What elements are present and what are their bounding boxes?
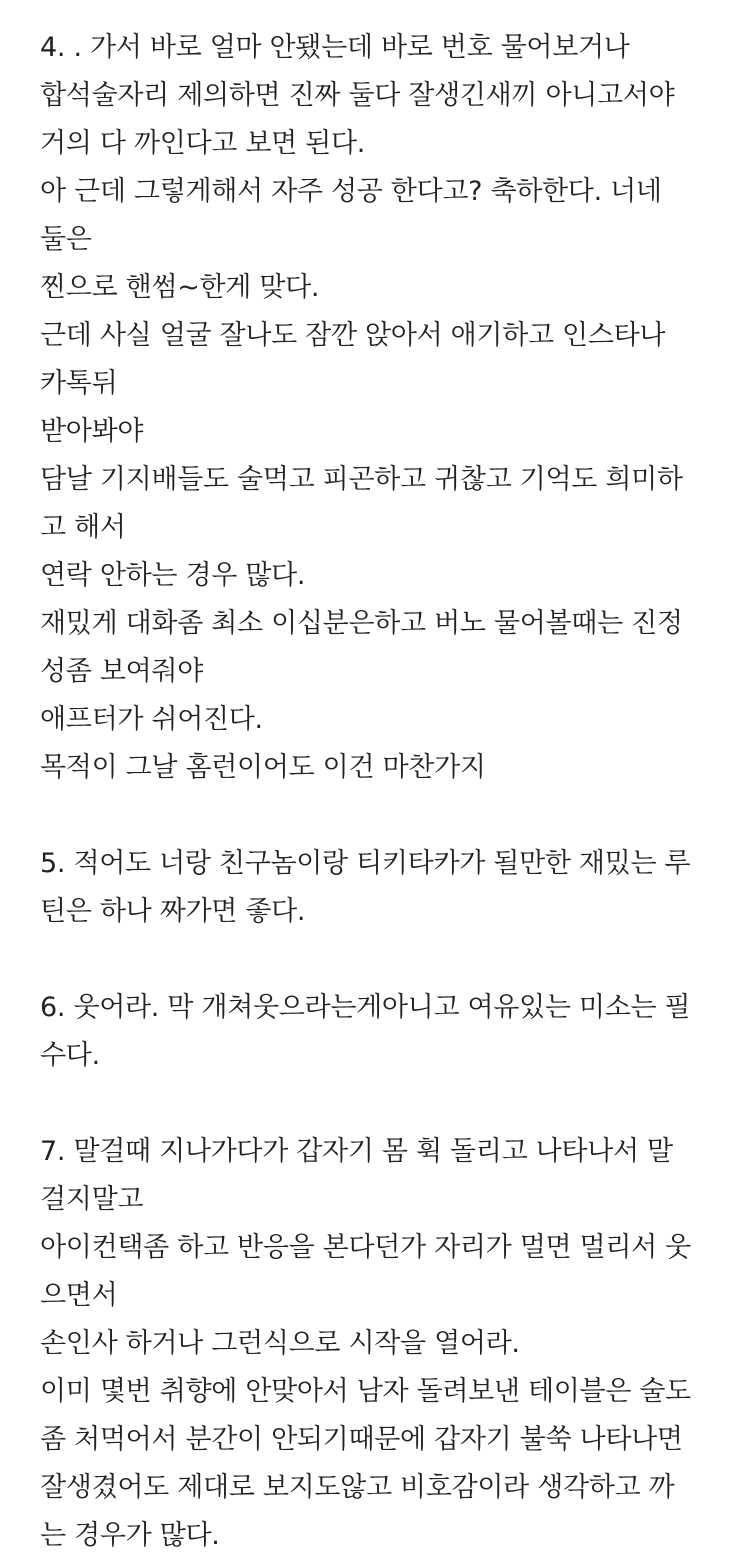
text-line: 담날 기지배들도 술먹고 피곤하고 귀찮고 기억도 희미하 — [40, 464, 683, 495]
text-line: 거의 다 까인다고 보면 된다. — [40, 128, 366, 159]
text-line: 재밌게 대화좀 최소 이십분은하고 버노 물어볼때는 진정 — [40, 608, 683, 639]
blank-line — [40, 1080, 741, 1128]
text-line: 4. . 가서 바로 얼마 안됐는데 바로 번호 물어보거나 — [40, 32, 630, 63]
text-line: 목적이 그날 홈런이어도 이건 마찬가지 — [40, 752, 486, 783]
blank-line — [40, 936, 741, 984]
text-line: 이미 몇번 취향에 안맞아서 남자 돌려보낸 테이블은 술도 — [40, 1376, 691, 1407]
text-line: 걸지말고 — [40, 1184, 144, 1215]
text-line: 둘은 — [40, 224, 92, 255]
text-line: 손인사 하거나 그런식으로 시작을 열어라. — [40, 1328, 520, 1359]
text-line: 근데 사실 얼굴 잘나도 잠깐 앉아서 애기하고 인스타나 — [40, 320, 666, 351]
text-line: 6. 웃어라. 막 개쳐웃으라는게아니고 여유있는 미소는 필 — [40, 992, 691, 1023]
text-line: 틴은 하나 짜가면 좋다. — [40, 896, 306, 927]
text-line: 좀 처먹어서 분간이 안되기때문에 갑자기 불쑥 나타나면 — [40, 1424, 683, 1455]
text-line: 는 경우가 많다. — [40, 1520, 220, 1551]
text-line: 카톡뒤 — [40, 368, 118, 399]
text-line: 찐으로 핸썸~한게 맞다. — [40, 272, 320, 303]
text-line: 으면서 — [40, 1280, 118, 1311]
text-line: 받아봐야 — [40, 416, 144, 447]
text-line: 아이컨택좀 하고 반응을 본다던가 자리가 멀면 멀리서 웃 — [40, 1232, 691, 1263]
text-line: 잘생겼어도 제대로 보지도않고 비호감이라 생각하고 까 — [40, 1472, 675, 1503]
text-line: 고 해서 — [40, 512, 126, 543]
text-line: 합석술자리 제의하면 진짜 둘다 잘생긴새끼 아니고서야 — [40, 80, 675, 111]
text-line: 수다. — [40, 1040, 100, 1071]
text-line: 7. 말걸때 지나가다가 갑자기 몸 휙 돌리고 나타나서 말 — [40, 1136, 673, 1167]
text-line: 연락 안하는 경우 많다. — [40, 560, 306, 591]
text-line: 5. 적어도 너랑 친구놈이랑 티키타카가 될만한 재밌는 루 — [40, 848, 691, 879]
blank-line — [40, 792, 741, 840]
text-line: 아 근데 그렇게해서 자주 성공 한다고? 축하한다. 너네 — [40, 176, 662, 207]
text-line: 성좀 보여줘야 — [40, 656, 203, 687]
text-line: 애프터가 쉬어진다. — [40, 704, 263, 735]
